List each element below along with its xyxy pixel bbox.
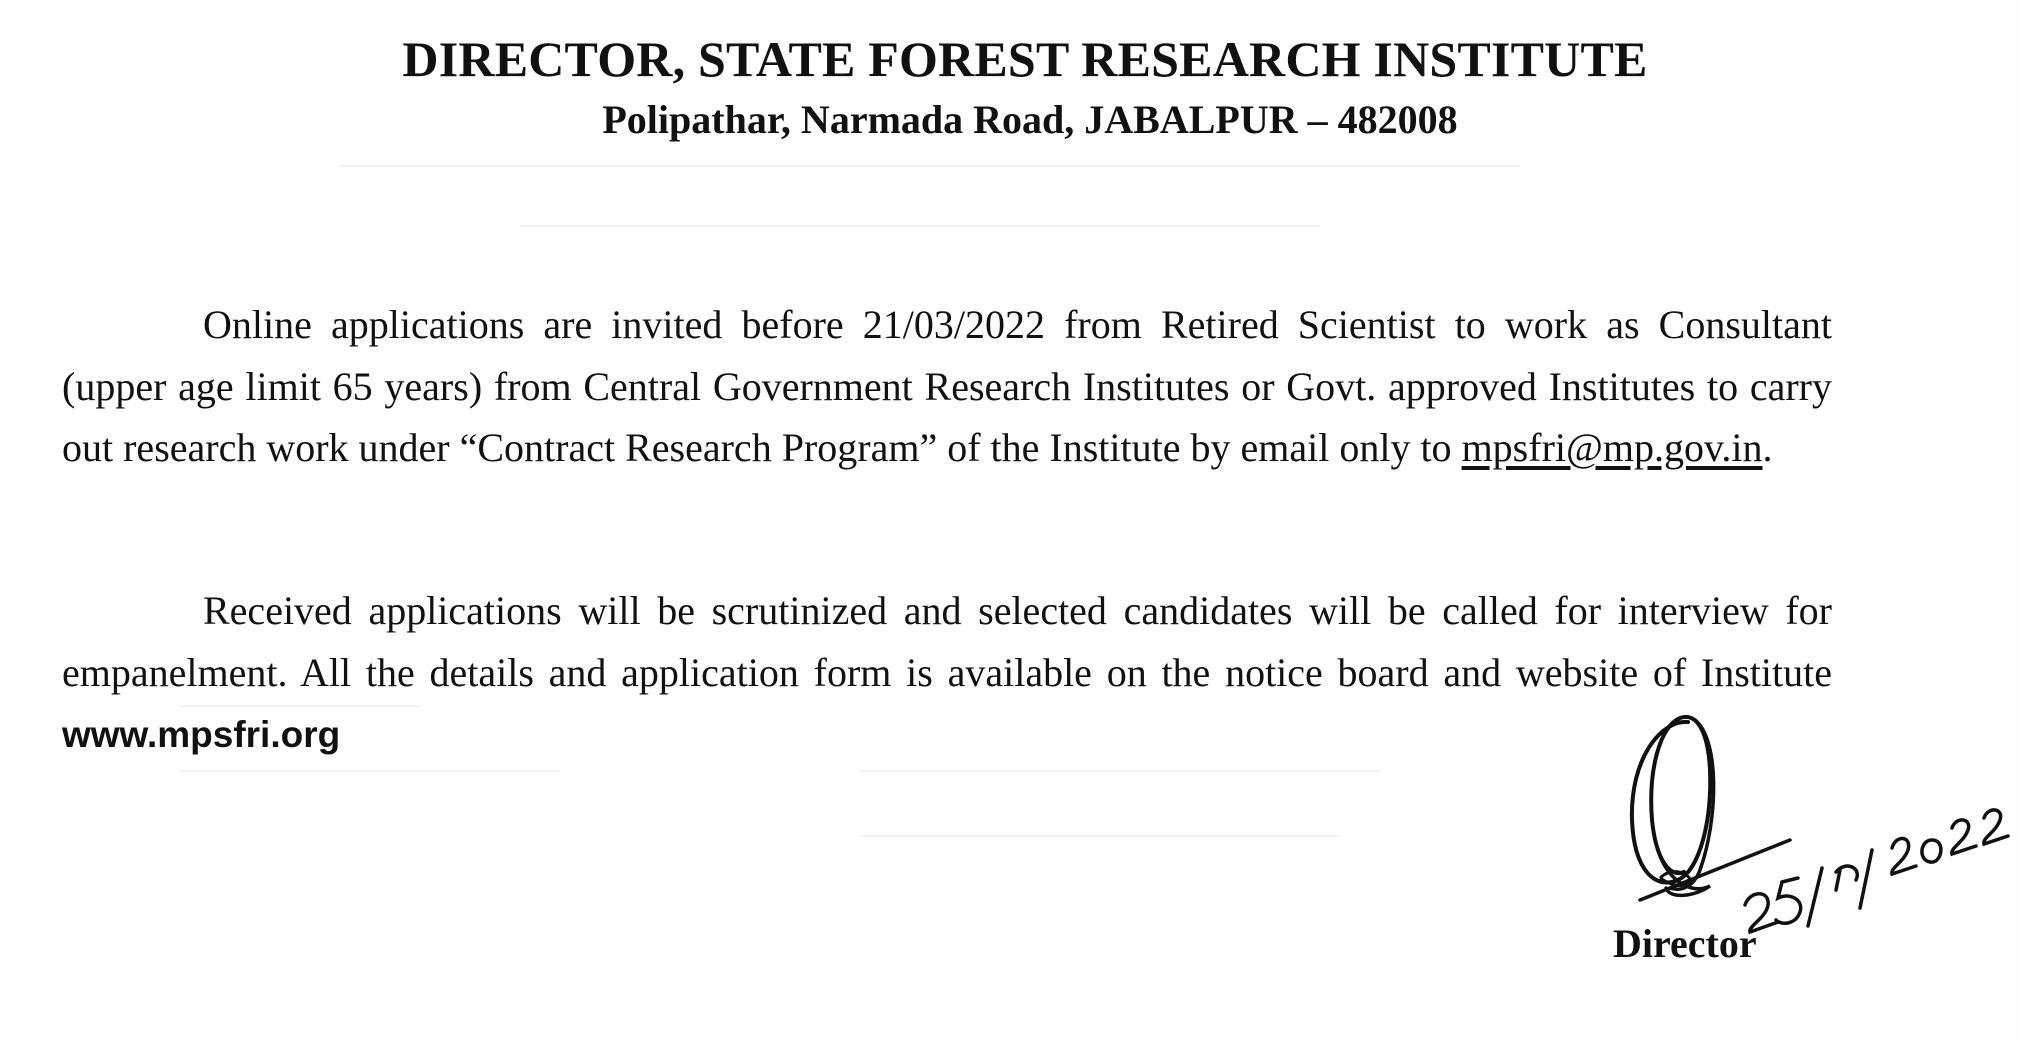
paragraph-scrutiny xyxy=(62,580,1832,766)
website-link[interactable]: www.mpsfri.org xyxy=(62,714,341,755)
page-title: DIRECTOR, STATE FOREST RESEARCH INSTITUTE xyxy=(402,31,1648,87)
paragraph-invitation-text: Online applications are invited before 21/03/2022 from Retired Scientist to work as Consultant (upper age limit 65 years) from Central Government Research Institutes or Govt. approved Institutes to carry out research work under “Contract Research Program” of the Institute by email only to xyxy=(62,302,1832,470)
bleed-through-decoration xyxy=(860,835,1340,847)
email-link[interactable]: mpsfri@mp.gov.in xyxy=(1461,425,1763,470)
bleed-through-decoration xyxy=(340,165,1520,177)
handwritten-date xyxy=(1745,810,2008,932)
bleed-through-decoration xyxy=(860,770,1380,782)
paragraph-scrutiny-text: Received applications will be scrutinized and selected candidates will be called for interview for empanelment. All the details and application form is available on the notice board and website of Institute xyxy=(62,588,1832,695)
bleed-through-decoration xyxy=(180,770,560,782)
bleed-through-decoration xyxy=(520,225,1320,237)
paragraph-invitation xyxy=(62,294,1832,479)
signatory-label: Director xyxy=(1613,921,1757,966)
page-subtitle-address: Polipathar, Narmada Road, JABALPUR – 482008 xyxy=(602,97,1458,142)
paragraph-invitation-end: . xyxy=(1762,425,1773,470)
